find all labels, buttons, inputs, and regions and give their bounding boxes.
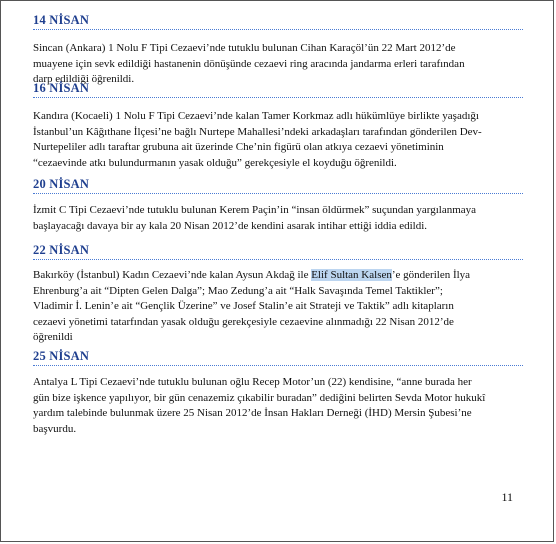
page-number: 11 [501, 490, 513, 504]
paragraph-line: İstanbul’un Kâğıthane İlçesi’ne bağlı Nurtepe Mahallesi’ndeki arkadaşları tarafından gönderilen Dev- [33, 125, 482, 138]
paragraph-line: Kandıra (Kocaeli) 1 Nolu F Tipi Cezaevi’nde kalan Tamer Korkmaz adlı hükümlüye birlikte yaşadığı [33, 110, 479, 122]
paragraph-line: öğrenildi [33, 331, 73, 344]
paragraph-line: cezaevi yönetimi tatarfından yasak olduğu gerekçesiyle cezaevine alınmadığı 22 Nisan 2012’de [33, 315, 454, 328]
highlighted-name[interactable]: Elif Sultan Kalsen [311, 269, 392, 281]
heading-rule [33, 365, 523, 366]
paragraph-line [33, 268, 521, 284]
section-heading-22-nisan: 22 NİSAN [33, 243, 90, 257]
section-heading-14-nisan: 14 NİSAN [33, 13, 90, 27]
paragraph-line: yardım talebinde bulunmak üzere 25 Nisan 2012’de İnsan Hakları Derneği (İHD) Mersin Şubesi’ne [33, 407, 472, 420]
paragraph-line: Antalya L Tipi Cezaevi’nde tutuklu bulunan oğlu Recep Motor’un (22) kendisine, “anne burada her [33, 376, 472, 388]
paragraph-line: “cezaevinde atkı bulundurmanın yasak olduğu” gerekçesiyle el koyduğu öğrenildi. [33, 156, 397, 169]
paragraph-line: başvurdu. [33, 422, 77, 435]
line-text: Bakırköy (İstanbul) Kadın Cezaevi’nde kalan Aysun Akdağ ile [33, 269, 312, 281]
paragraph-line: Nurtepeliler adlı taraftar grubuna ait üzerinde Che’nin figürü olan atkıya cezaevi yönetiminin [33, 141, 444, 154]
section-heading-25-nisan: 25 NİSAN [33, 349, 90, 363]
paragraph-line: İzmit C Tipi Cezaevi’nde tutuklu bulunan Kerem Paçin’in “insan öldürmek” suçundan yargılanmaya [33, 204, 477, 216]
heading-rule [33, 193, 523, 194]
section-heading-20-nisan: 20 NİSAN [33, 177, 90, 191]
paragraph-line: muayene için sevk edildiği hastanenin dönüşünde cezaevi ring aracında jandarma erleri tarafından [33, 57, 465, 70]
heading-rule [33, 97, 523, 98]
section-paragraph-16-nisan [33, 109, 521, 171]
section-paragraph-14-nisan [33, 41, 521, 88]
heading-rule [33, 259, 523, 260]
section-paragraph-20-nisan [33, 203, 521, 234]
paragraph-line: başlayacağı davaya bir ay kala 20 Nisan 2012’de kendini asarak intihar ettiği iddia edildi. [33, 219, 428, 232]
section-heading-16-nisan: 16 NİSAN [33, 81, 90, 95]
paragraph-line: Sincan (Ankara) 1 Nolu F Tipi Cezaevi’nde tutuklu bulunan Cihan Karaçöl’ün 22 Mart 2012’de [33, 42, 456, 54]
paragraph-line: darp edildiği öğrenildi. [33, 73, 135, 86]
paragraph-line: Vladimir İ. Lenin’e ait “Gençlik Üzerine” ve Josef Stalin’e ait Strateji ve Taktik” adlı kitapların [33, 300, 454, 313]
paragraph-line: Ehrenburg’a ait “Dipten Gelen Dalga”; Mao Zedung’a ait “Halk Savaşında Temel Taktikler”; [33, 284, 443, 297]
line-text: ’e gönderilen İlya [391, 269, 471, 281]
heading-rule [33, 29, 523, 30]
section-paragraph-22-nisan [33, 268, 521, 346]
section-paragraph-25-nisan [33, 375, 521, 437]
paragraph-line: gün bize işkence yapılıyor, bir gün cenazemiz çıkabilir buradan” dediğini belirten Sevda Motor hukukî [33, 391, 486, 404]
